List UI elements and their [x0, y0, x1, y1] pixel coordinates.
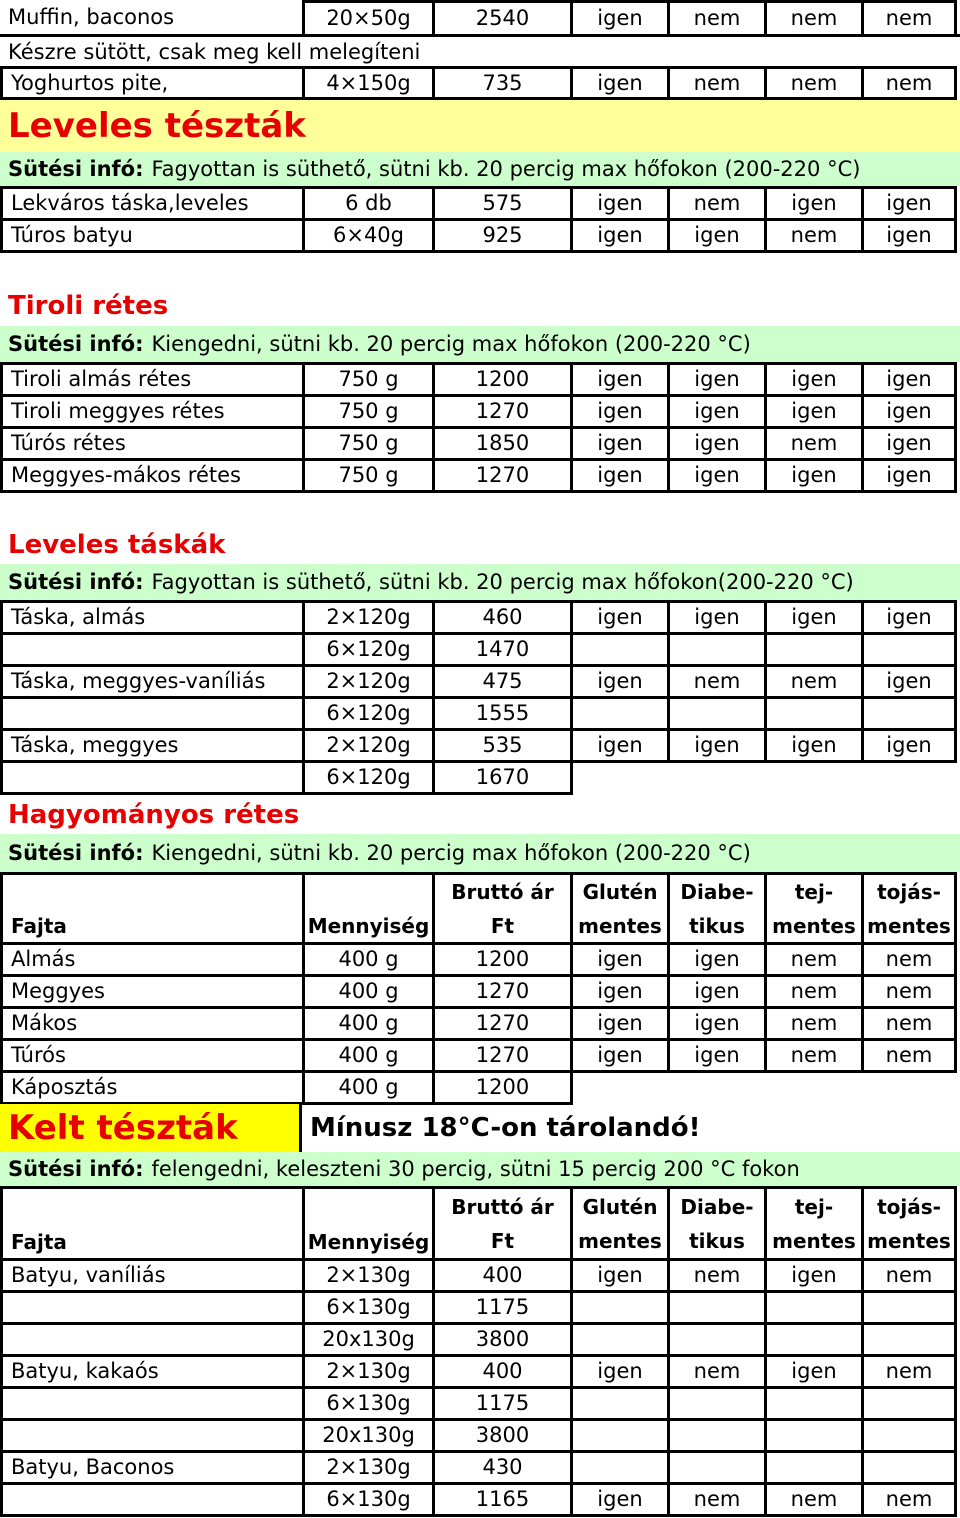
- product-name: Batyu, Baconos: [0, 1450, 302, 1482]
- diabetic: [667, 1450, 764, 1482]
- table-row: [0, 362, 960, 394]
- price: 400: [432, 1258, 570, 1290]
- header-gluten-free-line: Glutén: [582, 879, 658, 904]
- product-name: Batyu, kakaós: [0, 1354, 302, 1386]
- gluten-free: igen: [570, 394, 667, 426]
- gluten-free: [570, 1070, 667, 1105]
- table-row: [0, 632, 960, 664]
- section-title: Kelt tészták: [0, 1104, 302, 1152]
- table-row: [0, 1450, 960, 1482]
- milk-free: nem: [764, 1038, 861, 1070]
- price: 430: [432, 1450, 570, 1482]
- gluten-free: [570, 1450, 667, 1482]
- egg-free: igen: [861, 728, 957, 760]
- table-row: [0, 942, 960, 974]
- egg-free: nem: [861, 66, 957, 100]
- diabetic: [667, 632, 764, 664]
- header-egg-free-line: mentes: [867, 913, 951, 938]
- milk-free: igen: [764, 600, 861, 632]
- quantity: 6×130g: [302, 1290, 432, 1322]
- gluten-free: [570, 696, 667, 728]
- milk-free: nem: [764, 664, 861, 696]
- header-quantity: [302, 872, 432, 942]
- gluten-free: igen: [570, 186, 667, 218]
- info-text: Kiengedni, sütni kb. 20 percig max hőfokon (200-220 °C): [151, 332, 751, 356]
- price: 735: [432, 66, 570, 100]
- product-name: [0, 1418, 302, 1450]
- product-name: Tiroli almás rétes: [0, 362, 302, 394]
- baking-info: [0, 834, 960, 872]
- gluten-free: [570, 1290, 667, 1322]
- price: 1175: [432, 1290, 570, 1322]
- gluten-free: [570, 760, 667, 795]
- egg-free: [861, 1450, 957, 1482]
- header-fajta-line: Fajta: [11, 914, 67, 938]
- info-text: Fagyottan is süthető, sütni kb. 20 percig max hőfokon(200-220 °C): [151, 570, 854, 594]
- info-label: Sütési infó:: [8, 1157, 144, 1181]
- product-name: [0, 760, 302, 795]
- diabetic: igen: [667, 728, 764, 760]
- table-row: [0, 66, 960, 100]
- diabetic: [667, 1070, 764, 1105]
- price: 1270: [432, 1038, 570, 1070]
- product-name: Túros batyu: [0, 218, 302, 253]
- table-row: [0, 1322, 960, 1354]
- table-header: [0, 872, 960, 942]
- diabetic: igen: [667, 394, 764, 426]
- quantity: 750 g: [302, 394, 432, 426]
- table-row: [0, 1386, 960, 1418]
- price: 1670: [432, 760, 570, 795]
- quantity: 2×130g: [302, 1258, 432, 1290]
- header-price-line: Ft: [490, 1228, 515, 1253]
- table-row: [0, 974, 960, 1006]
- gluten-free: igen: [570, 974, 667, 1006]
- info-text: Fagyottan is süthető, sütni kb. 20 percig max hőfokon (200-220 °C): [151, 157, 861, 181]
- gluten-free: [570, 1386, 667, 1418]
- milk-free: [764, 1450, 861, 1482]
- quantity: 750 g: [302, 426, 432, 458]
- quantity: 2×130g: [302, 1450, 432, 1482]
- egg-free: [861, 632, 957, 664]
- table-row: [0, 1482, 960, 1517]
- table-row: [0, 186, 960, 218]
- table-row: [0, 696, 960, 728]
- header-gluten-free-line: mentes: [578, 1228, 662, 1253]
- egg-free: igen: [861, 218, 957, 253]
- baking-info: [0, 564, 960, 600]
- milk-free: nem: [764, 1482, 861, 1517]
- gluten-free: igen: [570, 1482, 667, 1517]
- milk-free: [764, 1290, 861, 1322]
- header-quantity-line: Mennyiség: [307, 914, 430, 938]
- header-fajta: [0, 1186, 302, 1258]
- egg-free: igen: [861, 600, 957, 632]
- header-fajta: [0, 872, 302, 942]
- header-price-line: Bruttó ár: [451, 879, 554, 904]
- price: 1200: [432, 1070, 570, 1105]
- milk-free: nem: [764, 66, 861, 100]
- egg-free: igen: [861, 664, 957, 696]
- header-quantity: [302, 1186, 432, 1258]
- egg-free: igen: [861, 458, 957, 493]
- quantity: 400 g: [302, 1038, 432, 1070]
- header-diabetic-line: Diabe-: [680, 879, 754, 904]
- milk-free: igen: [764, 362, 861, 394]
- table-row: [0, 458, 960, 493]
- milk-free: [764, 760, 861, 795]
- header-diabetic-line: tikus: [689, 913, 745, 938]
- price: 1270: [432, 394, 570, 426]
- product-name: [0, 1386, 302, 1418]
- price: 1850: [432, 426, 570, 458]
- info-label: Sütési infó:: [8, 157, 144, 181]
- info-text: felengedni, keleszteni 30 percig, sütni 15 percig 200 °C fokon: [151, 1157, 800, 1181]
- gluten-free: igen: [570, 1258, 667, 1290]
- baking-info: [0, 326, 960, 362]
- header-price-line: Bruttó ár: [451, 1194, 554, 1219]
- price: 1175: [432, 1386, 570, 1418]
- quantity: 2×120g: [302, 664, 432, 696]
- header-gluten-free: [570, 872, 667, 942]
- table-row: [0, 1418, 960, 1450]
- table-row: [0, 426, 960, 458]
- milk-free: igen: [764, 1354, 861, 1386]
- product-name: Túrós: [0, 1038, 302, 1070]
- info-label: Sütési infó:: [8, 570, 144, 594]
- gluten-free: igen: [570, 218, 667, 253]
- price: 925: [432, 218, 570, 253]
- diabetic: igen: [667, 426, 764, 458]
- price: 3800: [432, 1322, 570, 1354]
- milk-free: nem: [764, 0, 861, 34]
- product-name: [0, 1290, 302, 1322]
- milk-free: nem: [764, 1006, 861, 1038]
- product-name: [0, 1482, 302, 1517]
- price: 575: [432, 186, 570, 218]
- gluten-free: igen: [570, 1354, 667, 1386]
- quantity: 2×120g: [302, 728, 432, 760]
- product-name: Meggyes-mákos rétes: [0, 458, 302, 493]
- milk-free: [764, 632, 861, 664]
- egg-free: nem: [861, 1354, 957, 1386]
- table-row: [0, 1354, 960, 1386]
- header-diabetic-line: tikus: [689, 1228, 745, 1253]
- price: 2540: [432, 0, 570, 34]
- quantity: 20x130g: [302, 1322, 432, 1354]
- egg-free: igen: [861, 186, 957, 218]
- table-row: [0, 1258, 960, 1290]
- milk-free: nem: [764, 942, 861, 974]
- product-name: Yoghurtos pite,: [0, 66, 302, 100]
- milk-free: [764, 1386, 861, 1418]
- egg-free: [861, 1418, 957, 1450]
- product-name: Táska, meggyes-vaníliás: [0, 664, 302, 696]
- egg-free: [861, 1386, 957, 1418]
- note-row: [0, 34, 960, 66]
- table-row: [0, 600, 960, 632]
- price: 460: [432, 600, 570, 632]
- storage-warning: Mínusz 18°C-on tárolandó!: [310, 1113, 701, 1143]
- egg-free: nem: [861, 1006, 957, 1038]
- kelt-title-row: [0, 1104, 960, 1152]
- product-name: Almás: [0, 942, 302, 974]
- price: 1555: [432, 696, 570, 728]
- header-gluten-free: [570, 1186, 667, 1258]
- diabetic: [667, 760, 764, 795]
- milk-free: igen: [764, 1258, 861, 1290]
- egg-free: nem: [861, 1038, 957, 1070]
- diabetic: igen: [667, 362, 764, 394]
- gluten-free: igen: [570, 66, 667, 100]
- egg-free: igen: [861, 426, 957, 458]
- quantity: 4×150g: [302, 66, 432, 100]
- gluten-free: [570, 1418, 667, 1450]
- egg-free: [861, 696, 957, 728]
- product-name: Túrós rétes: [0, 426, 302, 458]
- quantity: 6 db: [302, 186, 432, 218]
- quantity: 6×120g: [302, 760, 432, 795]
- egg-free: nem: [861, 1258, 957, 1290]
- price: 1200: [432, 362, 570, 394]
- header-price: [432, 1186, 570, 1258]
- header-egg-free-line: tojás-: [877, 1194, 941, 1219]
- egg-free: nem: [861, 974, 957, 1006]
- header-egg-free-line: tojás-: [877, 879, 941, 904]
- header-price: [432, 872, 570, 942]
- egg-free: [861, 1322, 957, 1354]
- info-text: Kiengedni, sütni kb. 20 percig max hőfokon (200-220 °C): [151, 841, 751, 865]
- baking-info: [0, 152, 960, 186]
- quantity: 750 g: [302, 458, 432, 493]
- section-title: Leveles tészták: [0, 100, 960, 152]
- table-row: [0, 218, 960, 253]
- diabetic: [667, 1322, 764, 1354]
- quantity: 20×50g: [302, 0, 432, 34]
- header-egg-free: [861, 1186, 957, 1258]
- quantity: 20x130g: [302, 1418, 432, 1450]
- diabetic: igen: [667, 458, 764, 493]
- table-row: [0, 0, 960, 34]
- table-row: [0, 394, 960, 426]
- egg-free: nem: [861, 1482, 957, 1517]
- diabetic: [667, 1290, 764, 1322]
- header-egg-free: [861, 872, 957, 942]
- quantity: 6×120g: [302, 696, 432, 728]
- diabetic: igen: [667, 1038, 764, 1070]
- diabetic: nem: [667, 66, 764, 100]
- egg-free: [861, 760, 957, 795]
- header-quantity-line: Mennyiség: [307, 1230, 430, 1254]
- table-row: [0, 1290, 960, 1322]
- price: 1270: [432, 974, 570, 1006]
- gluten-free: igen: [570, 600, 667, 632]
- price: 3800: [432, 1418, 570, 1450]
- price: 1270: [432, 458, 570, 493]
- gluten-free: igen: [570, 0, 667, 34]
- price: 1165: [432, 1482, 570, 1517]
- header-fajta-line: Fajta: [11, 1230, 67, 1254]
- gluten-free: igen: [570, 1006, 667, 1038]
- price: 1200: [432, 942, 570, 974]
- table-row: [0, 728, 960, 760]
- product-name: Káposztás: [0, 1070, 302, 1105]
- egg-free: igen: [861, 362, 957, 394]
- diabetic: igen: [667, 218, 764, 253]
- gluten-free: igen: [570, 664, 667, 696]
- diabetic: [667, 696, 764, 728]
- header-gluten-free-line: mentes: [578, 913, 662, 938]
- section-title: Leveles táskák: [8, 530, 226, 560]
- quantity: 400 g: [302, 974, 432, 1006]
- diabetic: igen: [667, 600, 764, 632]
- product-name: Muffin, baconos: [8, 4, 175, 29]
- milk-free: igen: [764, 394, 861, 426]
- baking-info: [0, 1152, 960, 1186]
- table-row: [0, 664, 960, 696]
- gluten-free: [570, 1322, 667, 1354]
- quantity: 2×120g: [302, 600, 432, 632]
- header-milk-free: [764, 1186, 861, 1258]
- diabetic: nem: [667, 664, 764, 696]
- table-row: [0, 1070, 960, 1105]
- milk-free: [764, 1322, 861, 1354]
- header-milk-free: [764, 872, 861, 942]
- product-name: Lekváros táska,leveles: [0, 186, 302, 218]
- product-name: [0, 696, 302, 728]
- quantity: 6×120g: [302, 632, 432, 664]
- product-name: Táska, almás: [0, 600, 302, 632]
- diabetic: nem: [667, 0, 764, 34]
- gluten-free: igen: [570, 1038, 667, 1070]
- header-milk-free-line: tej-: [794, 1194, 834, 1219]
- quantity: 400 g: [302, 1006, 432, 1038]
- header-diabetic-line: Diabe-: [680, 1194, 754, 1219]
- table-row: [0, 760, 960, 795]
- header-milk-free-line: tej-: [794, 879, 834, 904]
- gluten-free: igen: [570, 458, 667, 493]
- product-name: Meggyes: [0, 974, 302, 1006]
- egg-free: nem: [861, 942, 957, 974]
- info-label: Sütési infó:: [8, 332, 144, 356]
- note-text: Készre sütött, csak meg kell melegíteni: [8, 39, 421, 64]
- header-egg-free-line: mentes: [867, 1228, 951, 1253]
- header-milk-free-line: mentes: [772, 1228, 856, 1253]
- quantity: 2×130g: [302, 1354, 432, 1386]
- gluten-free: igen: [570, 942, 667, 974]
- egg-free: nem: [861, 0, 957, 34]
- diabetic: [667, 1418, 764, 1450]
- section-title: Hagyományos rétes: [8, 800, 300, 830]
- egg-free: [861, 1070, 957, 1105]
- diabetic: igen: [667, 974, 764, 1006]
- product-name: [0, 632, 302, 664]
- gluten-free: igen: [570, 362, 667, 394]
- price: 535: [432, 728, 570, 760]
- header-gluten-free-line: Glutén: [582, 1194, 658, 1219]
- product-name: [0, 1322, 302, 1354]
- milk-free: [764, 1070, 861, 1105]
- milk-free: nem: [764, 974, 861, 1006]
- product-name: Batyu, vaníliás: [0, 1258, 302, 1290]
- egg-free: [861, 1290, 957, 1322]
- milk-free: igen: [764, 186, 861, 218]
- quantity: 400 g: [302, 942, 432, 974]
- section-title: Tiroli rétes: [8, 291, 169, 321]
- table-row: [0, 1038, 960, 1070]
- diabetic: igen: [667, 1006, 764, 1038]
- diabetic: [667, 1386, 764, 1418]
- header-price-line: Ft: [490, 913, 515, 938]
- diabetic: nem: [667, 186, 764, 218]
- gluten-free: igen: [570, 728, 667, 760]
- diabetic: nem: [667, 1482, 764, 1517]
- milk-free: igen: [764, 458, 861, 493]
- gluten-free: [570, 632, 667, 664]
- quantity: 750 g: [302, 362, 432, 394]
- product-name: Mákos: [0, 1006, 302, 1038]
- milk-free: nem: [764, 426, 861, 458]
- product-name: Táska, meggyes: [0, 728, 302, 760]
- price: 475: [432, 664, 570, 696]
- header-milk-free-line: mentes: [772, 913, 856, 938]
- price: 400: [432, 1354, 570, 1386]
- info-label: Sütési infó:: [8, 841, 144, 865]
- milk-free: [764, 696, 861, 728]
- diabetic: nem: [667, 1258, 764, 1290]
- header-diabetic: [667, 1186, 764, 1258]
- quantity: 6×130g: [302, 1482, 432, 1517]
- milk-free: [764, 1418, 861, 1450]
- quantity: 400 g: [302, 1070, 432, 1105]
- price: 1270: [432, 1006, 570, 1038]
- table-row: [0, 1006, 960, 1038]
- price: 1470: [432, 632, 570, 664]
- quantity: 6×130g: [302, 1386, 432, 1418]
- egg-free: igen: [861, 394, 957, 426]
- header-diabetic: [667, 872, 764, 942]
- diabetic: igen: [667, 942, 764, 974]
- product-name: Tiroli meggyes rétes: [0, 394, 302, 426]
- milk-free: nem: [764, 218, 861, 253]
- diabetic: nem: [667, 1354, 764, 1386]
- quantity: 6×40g: [302, 218, 432, 253]
- table-header: [0, 1186, 960, 1258]
- gluten-free: igen: [570, 426, 667, 458]
- milk-free: igen: [764, 728, 861, 760]
